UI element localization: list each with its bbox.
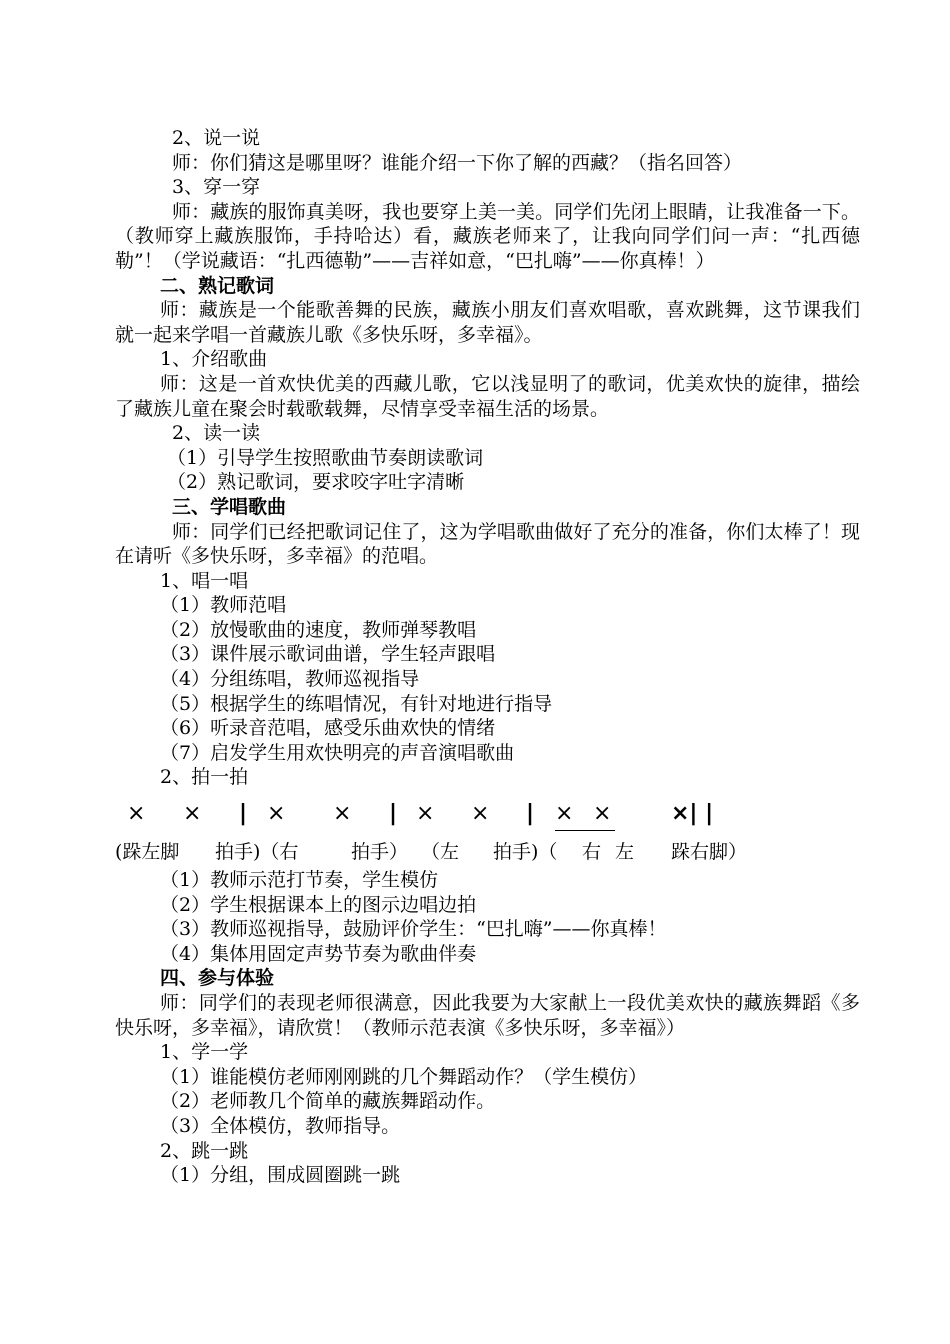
rhythm-beat: ×: [127, 801, 146, 827]
subsection-heading: 3、穿一穿: [172, 176, 261, 199]
rhythm-beat: ×: [593, 801, 612, 827]
rhythm-beat: ×: [471, 801, 490, 827]
subsection-heading: 2、拍一拍: [160, 766, 249, 789]
list-item: （3）教师巡视指导，鼓励评价学生：“巴扎嗨”——你真棒！: [160, 918, 667, 941]
rhythm-beat: ×: [555, 801, 574, 827]
list-item: （6）听录音范唱，感受乐曲欢快的情绪: [160, 717, 496, 740]
list-item: （2）学生根据课本上的图示边唱边拍: [160, 893, 477, 916]
paragraph: 师：同学们已经把歌词记住了，这为学唱歌曲做好了充分的准备，你们太棒了！现在请听《多快乐呀，多幸福》的范唱。: [115, 520, 860, 568]
rhythm-beat: ×: [183, 801, 202, 827]
bar-line: |: [239, 801, 248, 827]
list-item: （1）教师示范打节奏，学生模仿: [160, 869, 439, 892]
action-label: 拍手)（右: [215, 841, 299, 864]
rhythm-action-lyrics: [115, 840, 860, 868]
subsection-heading: 1、唱一唱: [160, 569, 249, 592]
action-label: 右: [582, 841, 602, 864]
paragraph: 师：藏族的服饰真美呀，我也要穿上美一美。同学们先闭上眼睛，让我准备一下。（教师穿上藏族服饰，手持哈达）看，藏族老师来了，让我向同学们问一声：“扎西德勒”！（学说藏语：“扎西德勒”——吉祥如意，“巴扎嗨”——你真棒！）: [115, 200, 860, 272]
action-label: （左: [421, 841, 460, 864]
list-item: （5）根据学生的练唱情况，有针对地进行指导: [160, 692, 553, 715]
section-heading: 三、学唱歌曲: [172, 495, 287, 518]
list-item: （2）熟记歌词，要求咬字吐字清晰: [167, 471, 465, 494]
paragraph: 师：藏族是一个能歌善舞的民族，藏族小朋友们喜欢唱歌，喜欢跳舞，这节课我们就一起来学唱一首藏族儿歌《多快乐呀，多幸福》。: [115, 299, 860, 346]
list-item: （2）老师教几个简单的藏族舞蹈动作。: [160, 1090, 496, 1113]
action-label: (跺左脚: [115, 841, 180, 864]
list-item: （3）课件展示歌词曲谱，学生轻声跟唱: [160, 643, 496, 666]
subsection-heading: 2、跳一跳: [160, 1139, 249, 1162]
action-label: 拍手)（: [493, 841, 558, 864]
subsection-heading: 1、介绍歌曲: [160, 348, 268, 371]
section-heading: 四、参与体验: [160, 967, 275, 990]
bar-line: |: [526, 801, 535, 827]
action-label: 左: [615, 841, 635, 864]
list-item: （1）引导学生按照歌曲节奏朗读歌词: [167, 446, 484, 469]
rhythm-notation: [115, 796, 860, 840]
list-item: （2）放慢歌曲的速度，教师弹琴教唱: [160, 618, 477, 641]
paragraph: 师：这是一首欢快优美的西藏儿歌，它以浅显明了的歌词，优美欢快的旋律，描绘了藏族儿童在聚会时载歌载舞，尽情享受幸福生活的场景。: [115, 372, 860, 420]
action-label: 跺右脚）: [671, 841, 748, 864]
rhythm-beat: ×: [267, 801, 286, 827]
subsection-heading: 2、说一说: [172, 127, 261, 149]
list-item: （1）分组，围成圆圈跳一跳: [160, 1164, 401, 1187]
list-item: （7）启发学生用欢快明亮的声音演唱歌曲: [160, 741, 515, 764]
paragraph: 师：同学们的表现老师很满意，因此我要为大家献上一段优美欢快的藏族舞蹈《多快乐呀，多幸福》，请欣赏！（教师示范表演《多快乐呀，多幸福》）: [115, 992, 860, 1039]
section-heading: 二、熟记歌词: [160, 274, 275, 297]
paragraph: 师：你们猜这是哪里呀？谁能介绍一下你了解的西藏？（指名回答）: [172, 151, 743, 174]
rhythm-beat: ×: [333, 801, 352, 827]
bar-line: |: [389, 801, 398, 827]
list-item: （3）全体模仿，教师指导。: [160, 1114, 401, 1137]
list-item: （1）教师范唱: [160, 594, 287, 617]
list-item: （4）集体用固定声势节奏为歌曲伴奏: [160, 942, 477, 965]
eighth-note-beam: [555, 830, 615, 831]
list-item: （1）谁能模仿老师刚刚跳的几个舞蹈动作？（学生模仿）: [160, 1065, 648, 1088]
action-label: 拍手）: [351, 841, 409, 864]
subsection-heading: 2、读一读: [172, 422, 261, 445]
list-item: （4）分组练唱，教师巡视指导: [160, 668, 420, 691]
subsection-heading: 1、学一学: [160, 1041, 249, 1064]
end-bar: ×| |: [671, 801, 714, 827]
rhythm-beat: ×: [416, 801, 435, 827]
document-body: [115, 126, 860, 1188]
